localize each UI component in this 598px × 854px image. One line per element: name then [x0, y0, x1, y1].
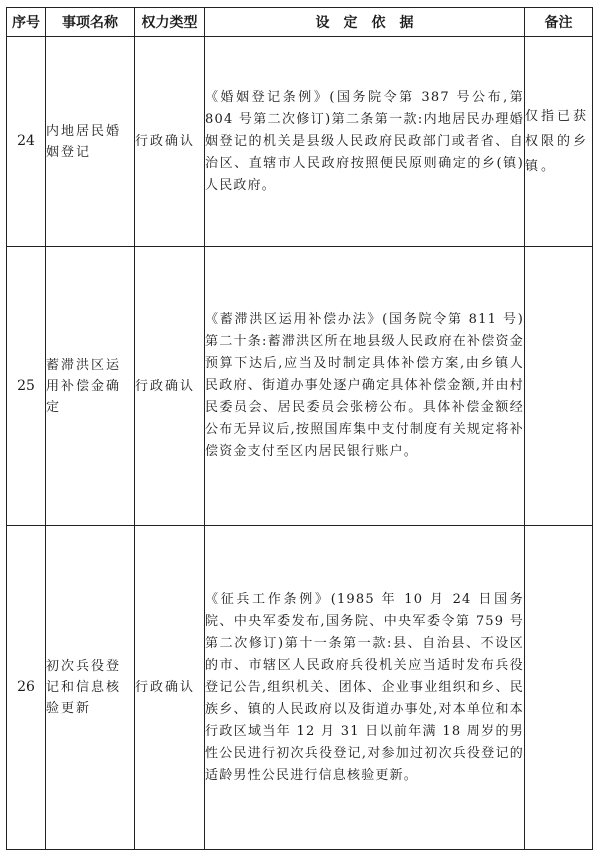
row-type: 行政确认: [135, 526, 205, 850]
row-basis: 《婚姻登记条例》(国务院令第 387 号公布,第 804 号第二次修订)第二条第一款:内地居民办理婚姻登记的机关是县级人民政府民政部门或者省、自治区、直辖市人民政府按照便民原则确定的乡(镇)人民政府。: [205, 37, 525, 247]
table-row: [7, 37, 593, 247]
row-basis: 《征兵工作条例》(1985 年 10 月 24 日国务院、中央军委发布,国务院、中央军委令第 759 号第二次修订)第十一条第一款:县、自治县、不设区的市、市辖区人民政府兵役机关应当适时发布兵役登记公告,组织机关、团体、企业事业组织和乡、民族乡、镇的人民政府以及街道办事处,对本单位和本行政区域当年 12 月 31 日以前年满 18 周岁的男性公民进行初次兵役登记,对参加过初次兵役登记的适龄男性公民进行信息核验更新。: [205, 526, 525, 850]
header-type: 权力类型: [135, 8, 205, 37]
row-no: 24: [7, 37, 46, 247]
row-no: 25: [7, 247, 46, 526]
table-header-row: [7, 8, 593, 37]
authority-table: [6, 7, 593, 850]
row-name: 蓄滞洪区运用补偿金确定: [46, 247, 135, 526]
header-name: 事项名称: [46, 8, 135, 37]
row-note: [525, 526, 593, 850]
header-basis: 设定依据: [205, 8, 525, 37]
row-name: 初次兵役登记和信息核验更新: [46, 526, 135, 850]
table-row: [7, 247, 593, 526]
header-no: 序号: [7, 8, 46, 37]
row-type: 行政确认: [135, 37, 205, 247]
row-note: [525, 247, 593, 526]
row-no: 26: [7, 526, 46, 850]
row-type: 行政确认: [135, 247, 205, 526]
row-note: 仅指已获权限的乡镇。: [525, 37, 593, 247]
row-basis: 《蓄滞洪区运用补偿办法》(国务院令第 811 号)第二十条:蓄滞洪区所在地县级人民政府在补偿资金预算下达后,应当及时制定具体补偿方案,由乡镇人民政府、街道办事处逐户确定具体补偿金额,并由村民委员会、居民委员会张榜公布。具体补偿金额经公布无异议后,按照国库集中支付制度有关规定将补偿资金支付至区内居民银行账户。: [205, 247, 525, 526]
header-note: 备注: [525, 8, 593, 37]
table-row: [7, 526, 593, 850]
row-name: 内地居民婚姻登记: [46, 37, 135, 247]
